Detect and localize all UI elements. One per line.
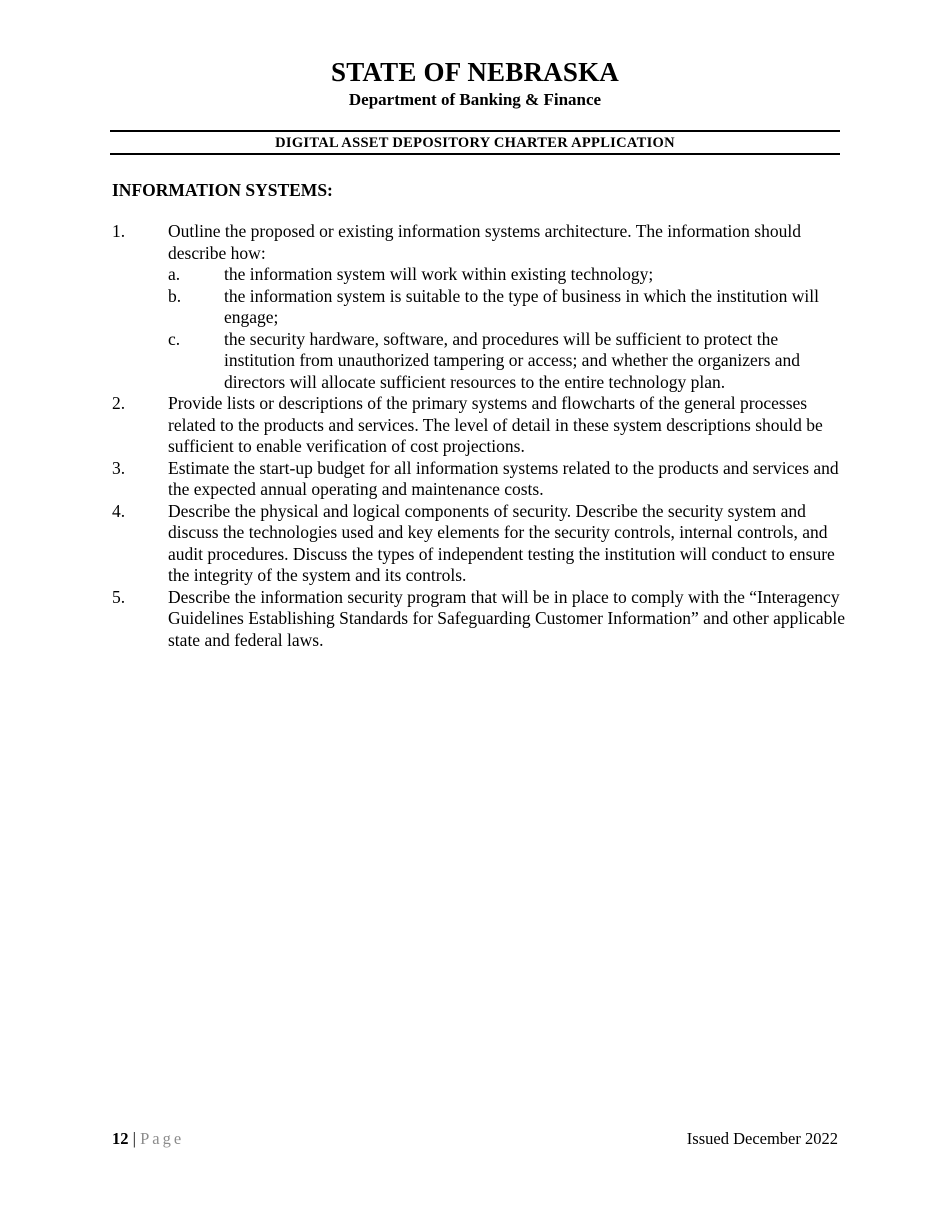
- item-number: 3.: [112, 457, 126, 478]
- page-number: 12: [112, 1129, 129, 1148]
- sub-item-text: the security hardware, software, and procedures will be sufficient to protect the institution from unauthorized tampering or access; and whether the organizers and directors will allocate sufficient resources to the entire technology plan.: [224, 328, 801, 392]
- list-item: [112, 221, 847, 393]
- document-header: [110, 56, 840, 111]
- page-separator: |: [132, 1129, 136, 1148]
- sub-item-letter: b.: [168, 285, 182, 306]
- section-heading: INFORMATION SYSTEMS:: [112, 180, 333, 200]
- issued-date: Issued December 2022: [686, 1129, 838, 1148]
- top-divider: [110, 130, 840, 132]
- list-item: [112, 458, 847, 501]
- list-item: [112, 393, 847, 458]
- application-title: DIGITAL ASSET DEPOSITORY CHARTER APPLICATION: [275, 135, 675, 151]
- department-name: Department of Banking & Finance: [348, 90, 602, 109]
- sub-item-text: the information system will work within existing technology;: [224, 264, 654, 284]
- item-text: Describe the physical and logical components of security. Describe the security system and discuss the technologies used and key elements for the security controls, internal controls, and audit procedures. Discuss the types of independent testing the institution will conduct to ensure the integrity of the system and its controls.: [168, 500, 835, 585]
- item-number: 2.: [112, 393, 126, 413]
- sub-item-text: the information system is suitable to the type of business in which the institution will engage;: [224, 285, 819, 327]
- requirements-list: [112, 221, 847, 651]
- sub-item-letter: c.: [168, 328, 181, 349]
- item-text: Provide lists or descriptions of the primary systems and flowcharts of the general processes related to the products and services. The level of detail in these system descriptions should be sufficient to enable verification of cost projections.: [168, 393, 823, 456]
- list-item: [112, 501, 847, 587]
- item-number: 5.: [112, 586, 126, 607]
- sub-item: [168, 264, 847, 286]
- page-label: Page: [140, 1129, 185, 1148]
- item-text: Estimate the start-up budget for all information systems related to the products and services and the expected annual operating and maintenance costs.: [168, 457, 839, 499]
- item-number: 4.: [112, 500, 126, 521]
- item-text: Describe the information security program that will be in place to comply with the “Interagency Guidelines Establishing Standards for Safeguarding Customer Information” and other applicable state and federal laws.: [168, 586, 845, 650]
- sub-item-letter: a.: [168, 264, 181, 284]
- bottom-divider: [110, 153, 840, 155]
- page-footer-number: [112, 1129, 184, 1149]
- item-number: 1.: [112, 221, 126, 241]
- sub-item: [168, 329, 847, 394]
- item-text: Outline the proposed or existing information systems architecture. The information should describe how:: [168, 221, 801, 263]
- sub-item: [168, 286, 847, 329]
- state-title: STATE OF NEBRASKA: [331, 57, 619, 87]
- list-item: [112, 587, 847, 652]
